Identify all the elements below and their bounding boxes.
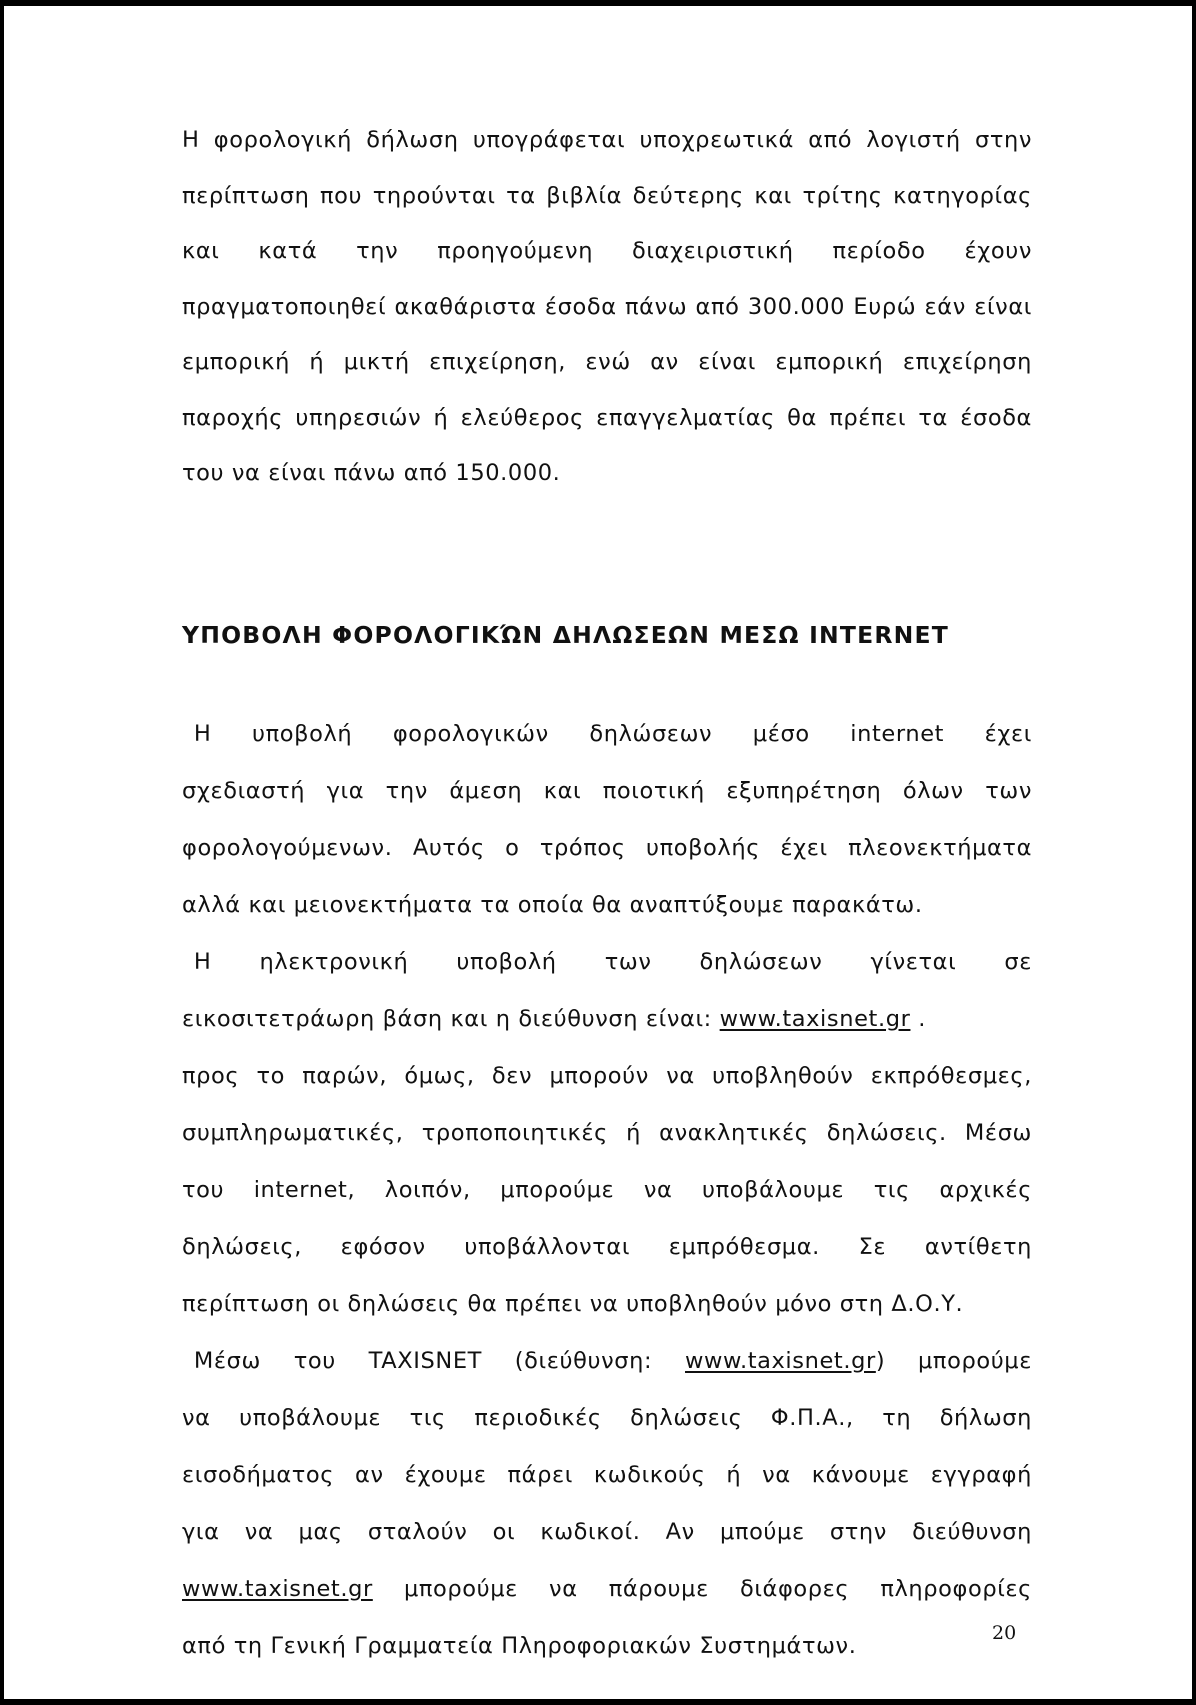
- paragraph-2-line: σχεδιαστή για την άμεση και ποιοτική εξυπηρέτηση όλων των: [182, 778, 1032, 804]
- paragraph-2-line: για να μας σταλούν οι κωδικοί. Αν μπούμε στην διεύθυνση: [182, 1519, 1032, 1545]
- paragraph-2-line: εισοδήματος αν έχουμε πάρει κωδικούς ή να κάνουμε εγγραφή: [182, 1462, 1032, 1488]
- page-number: 20: [992, 1622, 1017, 1644]
- paragraph-2-line: φορολογούμενων. Αυτός ο τρόπος υποβολής έχει πλεονεκτήματα: [182, 835, 1032, 861]
- section-heading: ΥΠΟΒΟΛΗ ΦΟΡΟΛΟΓΙΚΏΝ ΔΗΛΩΣΕΩΝ ΜΕΣΩ INTERNET: [182, 621, 950, 649]
- taxisnet-link[interactable]: www.taxisnet.gr: [719, 1006, 911, 1032]
- paragraph-2-line: συμπληρωματικές, τροποποιητικές ή ανακλητικές δηλώσεις. Μέσω: [182, 1120, 1032, 1146]
- taxisnet-link[interactable]: www.taxisnet.gr: [182, 1576, 373, 1602]
- paragraph-2-line: Η υποβολή φορολογικών δηλώσεων μέσο internet έχει: [193, 721, 1032, 747]
- paragraph-2-line: Η ηλεκτρονική υποβολή των δηλώσεων γίνεται σε: [193, 949, 1032, 975]
- paragraph-2-line: www.taxisnet.gr μπορούμε να πάρουμε διάφορες πληροφορίες: [182, 1576, 1032, 1602]
- paragraph-2-line: περίπτωση οι δηλώσεις θα πρέπει να υποβληθούν μόνο στη Δ.Ο.Υ.: [182, 1291, 964, 1317]
- paragraph-1: Η φορολογική δήλωση υπογράφεται υποχρεωτικά από λογιστή στην περίπτωση που τηρούνται τα βιβλία δεύτερης και τρίτης κατηγορίας και κατά την προηγούμενη διαχειριστική περίοδο έχουν πραγματοποιηθεί ακαθάριστα έσοδα πάνω από 300.000 Ευρώ εάν είναι εμπορική ή μικτή επιχείρηση, ενώ αν είναι εμπορική επιχείρηση παροχής υπηρεσιών ή ελεύθερος επαγγελματίας θα πρέπει τα έσοδα του να είναι πάνω από 150.000.: [182, 127, 1032, 486]
- paragraph-2-line: προς το παρών, όμως, δεν μπορούν να υποβληθούν εκπρόθεσμες,: [182, 1063, 1032, 1089]
- paragraph-2-line: Μέσω του TAXISNET (διεύθυνση: www.taxisnet.gr) μπορούμε: [193, 1348, 1032, 1374]
- paragraph-2-line: να υποβάλουμε τις περιοδικές δηλώσεις Φ.Π.Α., τη δήλωση: [182, 1405, 1032, 1431]
- taxisnet-link[interactable]: www.taxisnet.gr: [685, 1348, 876, 1374]
- paragraph-2-line: αλλά και μειονεκτήματα τα οποία θα αναπτύξουμε παρακάτω.: [182, 892, 923, 918]
- paragraph-2-line: από τη Γενική Γραμματεία Πληροφοριακών Συστημάτων.: [182, 1633, 857, 1659]
- paragraph-2-line: δηλώσεις, εφόσον υποβάλλονται εμπρόθεσμα. Σε αντίθετη: [182, 1234, 1032, 1260]
- paragraph-2-line: εικοσιτετράωρη βάση και η διεύθυνση είναι: www.taxisnet.gr .: [182, 1006, 926, 1032]
- paragraph-2: [182, 706, 1032, 1675]
- paragraph-2-line: του internet, λοιπόν, μπορούμε να υποβάλουμε τις αρχικές: [182, 1177, 1032, 1203]
